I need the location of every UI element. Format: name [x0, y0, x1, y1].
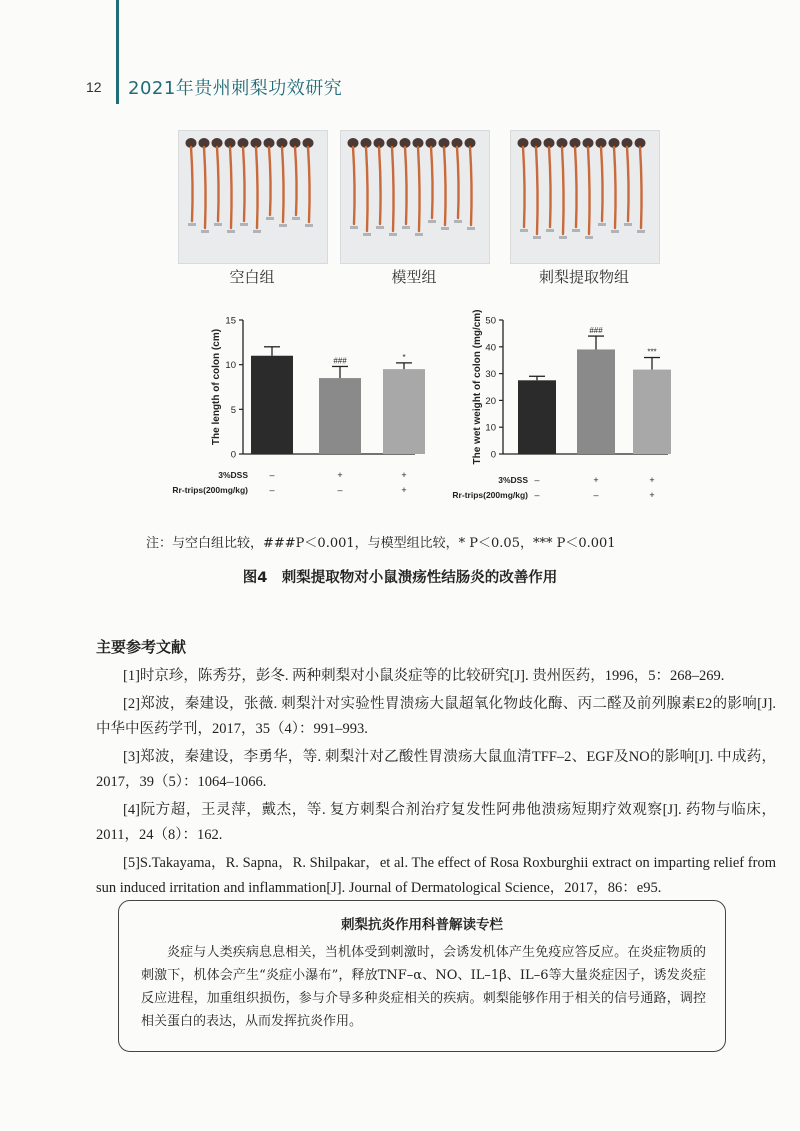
reference-item: [3]郑波，秦建设，李勇华，等. 刺梨汁对乙酸性胃溃疡大鼠血清TFF–2、EGF及NO的影响[J]. 中成药，2017，39（5）：1064–1066. [96, 748, 776, 790]
colon-photo-blank [178, 130, 328, 264]
colon-strip [536, 147, 538, 234]
bar [383, 369, 425, 454]
colon-strip [470, 147, 472, 225]
figure-title: 图4 刺梨提取物对小鼠溃疡性结肠炎的改善作用 [242, 570, 558, 586]
colon-strip [523, 147, 525, 227]
label-mark [415, 233, 423, 236]
label-mark [402, 226, 410, 229]
colon-photo-extract [510, 130, 660, 264]
condition-mark: + [401, 485, 407, 495]
condition-label: 3%DSS [498, 475, 528, 485]
bar [319, 378, 361, 454]
colon-strip [549, 147, 551, 227]
condition-mark: – [593, 490, 599, 500]
photo-caption-model: 模型组 [391, 268, 437, 286]
colon-strip [256, 147, 258, 228]
label-mark [611, 230, 619, 233]
label-mark [598, 223, 606, 226]
condition-label: 3%DSS [218, 470, 248, 480]
condition-mark: + [337, 470, 343, 480]
header-rule [116, 0, 119, 104]
label-mark [585, 236, 593, 239]
label-mark [441, 227, 449, 230]
y-tick-label: 50 [485, 315, 496, 327]
condition-mark: + [401, 470, 407, 480]
colon-strip [308, 147, 310, 222]
label-mark [292, 217, 300, 220]
photo-caption-extract: 刺梨提取物组 [538, 268, 629, 286]
colon-strip [353, 147, 355, 224]
colon-strip [640, 147, 642, 228]
y-tick-label: 10 [485, 422, 496, 434]
label-mark [188, 223, 196, 226]
label-mark [376, 226, 384, 229]
colon-strip [588, 147, 590, 234]
label-mark [350, 226, 358, 229]
y-axis-label: The wet weight of colon (mg/cm) [472, 309, 483, 465]
significance-label: * [402, 352, 406, 362]
label-mark [253, 230, 261, 233]
bar [251, 356, 293, 454]
condition-mark: + [649, 475, 655, 485]
y-tick-label: 20 [485, 395, 496, 407]
bar [577, 349, 615, 454]
science-column-body: 炎症与人类疾病息息相关，当机体受到刺激时，会诱发机体产生免疫应答反应。在炎症物质的刺激下，机体会产生“炎症小瀑布”，释放TNF–α、NO、IL–1β、IL–6等大量炎症因子，诱发炎症反应进程，加重组织损伤，参与介导多种炎症相关的疾病。刺梨能够作用于相关的信号通路，调控相关蛋白的表达，从而发挥抗炎作用。 [141, 945, 706, 1029]
colon-strip [405, 147, 407, 224]
running-title: 2021年贵州刺梨功效研究 [128, 78, 343, 99]
colon-strip [217, 147, 219, 221]
bar [633, 370, 671, 454]
reference-item: [5]S.Takayama，R. Sapna，R. Shilpakar，et al. The effect of Rosa Roxburghii extract on imparting relief from sun induced irritation and inflammation[J]. Journal of Dermatological Science，2017，86：e95. [96, 854, 776, 896]
colon-strip [204, 147, 206, 228]
figure-note: 注：与空白组比较，###P＜0.001，与模型组比较，* P＜0.05，*** P＜0.001 [146, 536, 616, 551]
colon-strip [431, 147, 433, 218]
colon-length-chart [160, 306, 450, 506]
label-mark [559, 236, 567, 239]
label-mark [240, 223, 248, 226]
colon-strip [230, 147, 232, 228]
condition-label: Rr-trips(200mg/kg) [452, 490, 528, 500]
condition-mark: – [534, 475, 540, 485]
label-mark [624, 223, 632, 226]
label-mark [546, 229, 554, 232]
science-column-box [118, 900, 726, 1052]
photo-caption-blank: 空白组 [229, 268, 275, 286]
label-mark [201, 230, 209, 233]
condition-mark: + [649, 490, 655, 500]
condition-mark: – [534, 490, 540, 500]
y-axis-label: The length of colon (cm) [211, 328, 222, 446]
label-mark [305, 224, 313, 227]
colon-strip [614, 147, 616, 228]
colon-strip [392, 147, 394, 231]
colon-strip [627, 147, 629, 221]
science-column-title: 刺梨抗炎作用科普解读专栏 [341, 917, 503, 933]
condition-mark: – [269, 470, 275, 480]
colon-photo-model [340, 130, 490, 264]
colon-strip [295, 147, 297, 215]
colon-strip [191, 147, 193, 221]
y-tick-label: 5 [230, 404, 236, 416]
colon-strip [379, 147, 381, 224]
colon-strip [282, 147, 284, 222]
y-tick-label: 0 [230, 449, 236, 461]
label-mark [520, 229, 528, 232]
significance-label: *** [647, 347, 657, 357]
colon-strip [243, 147, 245, 221]
reference-list [96, 664, 776, 904]
page-number: 12 [86, 79, 102, 95]
label-mark [279, 224, 287, 227]
label-mark [363, 233, 371, 236]
condition-mark: – [337, 485, 343, 495]
colon-strip [444, 147, 446, 225]
colon-strip [562, 147, 564, 234]
label-mark [227, 230, 235, 233]
label-mark [214, 223, 222, 226]
bar [518, 380, 556, 454]
colon-strip [457, 147, 459, 218]
label-mark [533, 236, 541, 239]
colon-strip [601, 147, 603, 221]
y-tick-label: 0 [490, 449, 496, 461]
condition-mark: + [593, 475, 599, 485]
colon-strip [269, 147, 271, 215]
reference-item: [4]阮方超，王灵萍，戴杰，等. 复方刺梨合剂治疗复发性阿弗他溃疡短期疗效观察[J]. 药物与临床，2011，24（8）：162. [96, 801, 776, 843]
label-mark [266, 217, 274, 220]
significance-label: ### [333, 356, 347, 366]
colon-weight-chart [448, 306, 698, 506]
y-tick-label: 10 [225, 360, 236, 372]
y-tick-label: 30 [485, 369, 496, 381]
label-mark [428, 220, 436, 223]
colon-strip [575, 147, 577, 227]
label-mark [467, 227, 475, 230]
label-mark [572, 229, 580, 232]
significance-label: ### [589, 326, 603, 336]
label-mark [389, 233, 397, 236]
colon-strip [418, 147, 420, 231]
reference-item: [1]时京珍，陈秀芬，彭冬. 两种刺梨对小鼠炎症等的比较研究[J]. 贵州医药，1996，5：268–269. [123, 668, 725, 684]
label-mark [454, 220, 462, 223]
reference-item: [2]郑波，秦建设，张薇. 刺梨汁对实验性胃溃疡大鼠超氧化物歧化酶、丙二醛及前列腺素E2的影响[J]. 中华中医药学刊，2017，35（4）：991–993. [96, 695, 776, 737]
condition-label: Rr-trips(200mg/kg) [172, 485, 248, 495]
label-mark [637, 230, 645, 233]
colon-strip [366, 147, 368, 231]
y-tick-label: 40 [485, 342, 496, 354]
condition-mark: – [269, 485, 275, 495]
y-tick-label: 15 [225, 315, 236, 327]
references-heading: 主要参考文献 [96, 638, 187, 656]
